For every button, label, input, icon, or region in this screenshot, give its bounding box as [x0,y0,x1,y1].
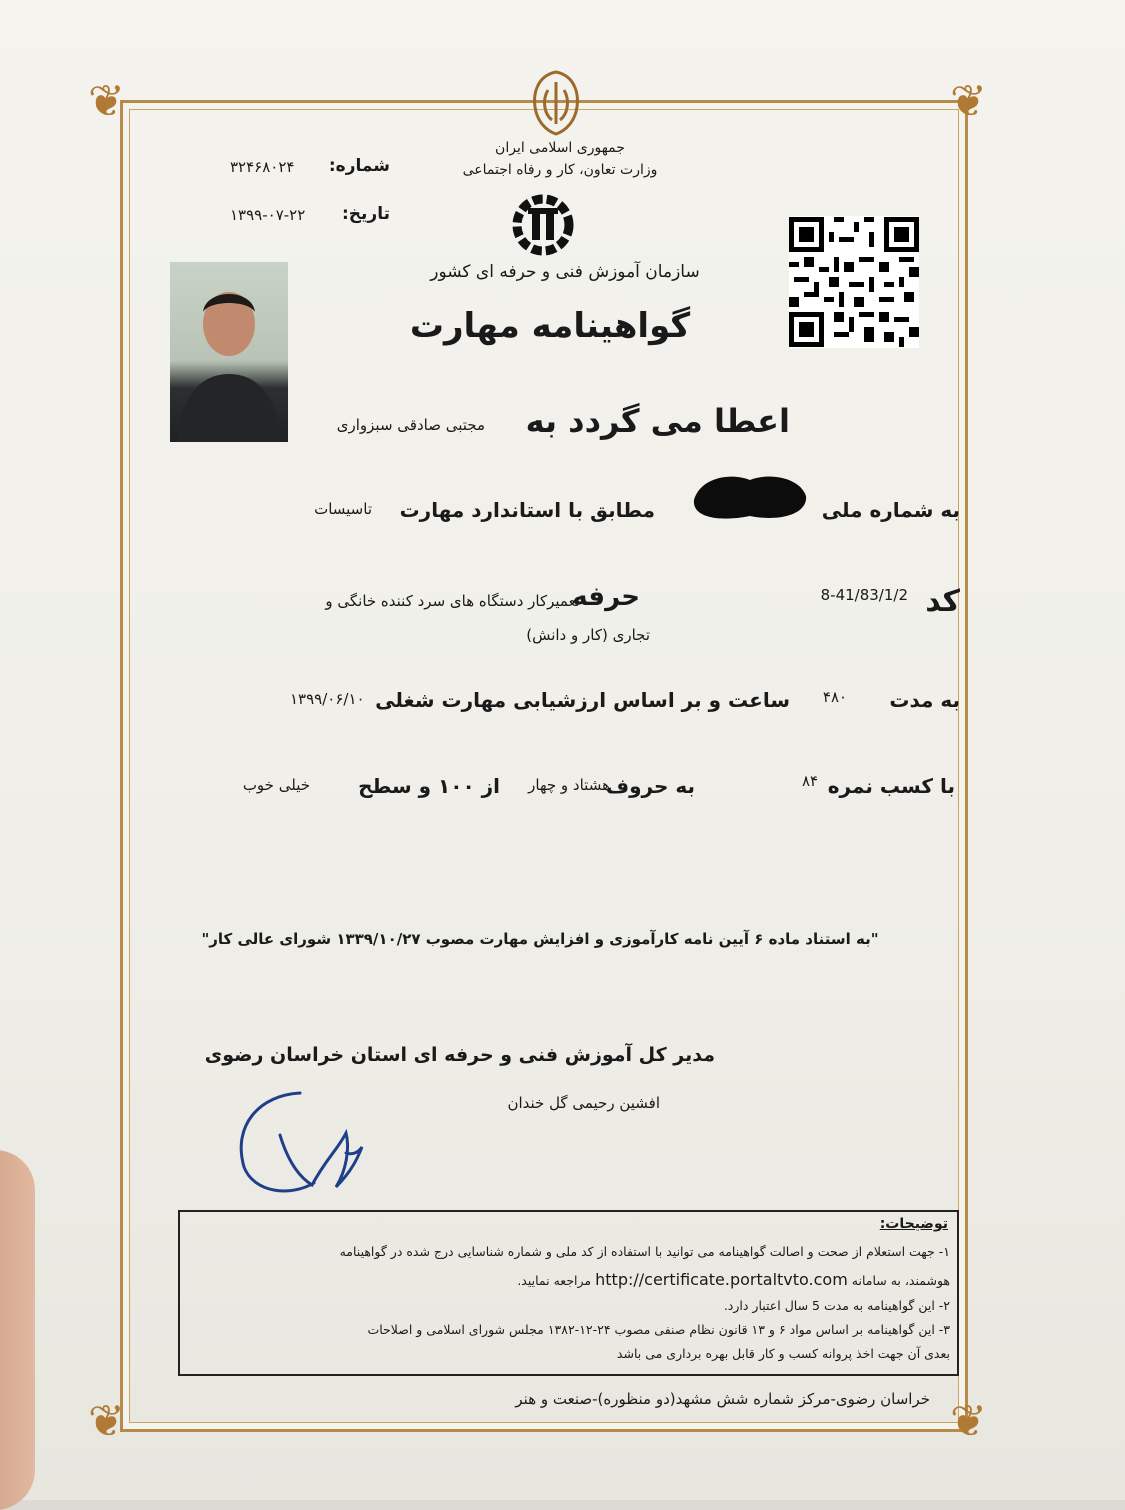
assessment-date: ۱۳۹۹/۰۶/۱۰ [290,690,365,708]
notes-heading: توضیحات: [879,1216,948,1232]
date-label: تاریخ: [342,204,390,224]
duration-value: ۴۸۰ [822,688,848,706]
signatory-name: افشین رحیمی گل خندان [507,1094,660,1112]
trade-value-line2: تجاری (کار و دانش) [526,626,650,644]
notes-line2 [184,1270,950,1289]
score-value: ۸۴ [801,772,819,790]
republic-text: جمهوری اسلامی ایران [495,140,625,156]
organization-text: سازمان آموزش فنی و حرفه ای کشور [430,262,700,282]
corner-ornament-bottom-right: ❦ [950,1396,987,1447]
level-value: خیلی خوب [242,776,310,794]
hours-label: ساعت و بر اساس ارزشیابی مهارت شغلی [375,688,790,712]
notes-line2-prefix: هوشمند، به سامانه [851,1273,950,1288]
corner-ornament-top-left: ❦ [88,76,125,127]
corner-ornament-bottom-left: ❦ [88,1396,125,1447]
signatory-title: مدیر کل آموزش فنی و حرفه ای استان خراسان رضوی [204,1044,715,1066]
notes-line2-suffix: مراجعه نمایید. [517,1273,592,1288]
signature [230,1075,400,1205]
ministry-text: وزارت تعاون، کار و رفاه اجتماعی [462,162,658,178]
certificate-title: گواهینامه مهارت [409,306,691,346]
holder-name: مجتبی صادقی سبزواری [336,416,485,434]
holding-thumb [0,1150,35,1510]
iran-emblem-icon [526,66,586,138]
certificate-portal-link[interactable]: http://certificate.portaltvto.com [595,1270,848,1289]
duration-label: به مدت [889,688,960,712]
holder-photo [170,262,288,442]
qr-code-icon [789,216,919,348]
redacted-national-id [690,470,810,522]
center-footer: خراسان رضوی-مرکز شماره شش مشهد(دو منظوره)-صنعت و هنر [515,1390,930,1408]
corner-ornament-top-right: ❦ [950,76,987,127]
trade-value-line1: تعمیرکار دستگاه های سرد کننده خانگی و [325,592,580,610]
in-words-label: به حروف [605,774,695,798]
date-value: ۱۳۹۹-۰۷-۲۲ [230,206,306,224]
out-of-label: از ۱۰۰ و سطح [358,774,500,798]
in-words-value: هشتاد و چهار [528,776,610,794]
notes-line3: ۲- این گواهینامه به مدت 5 سال اعتبار دارد. [723,1298,950,1313]
code-label: کد [925,584,960,619]
code-value: 8-41/83/1/2 [820,586,908,604]
standard-label: مطابق با استاندارد مهارت [399,498,655,522]
number-label: شماره: [328,156,390,176]
notes-line5: بعدی آن جهت اخذ پروانه کسب و کار قابل بهره برداری می باشد [616,1346,950,1361]
number-value: ۳۲۴۶۸۰۲۴ [230,158,295,176]
regulation-text: "به استناد ماده ۶ آیین نامه کارآموزی و افزایش مهارت مصوب ۱۳۳۹/۱۰/۲۷ شورای عالی کار" [201,930,879,948]
awarded-to-label: اعطا می گردد به [525,402,790,440]
standard-value: تاسیسات [314,500,372,518]
trade-label: حرفه [572,582,640,612]
notes-line1: ۱- جهت استعلام از صحت و اصالت گواهینامه می توانید با استفاده از کد ملی و شماره شناسایی درج شده در گواهینامه [339,1244,950,1259]
notes-line4: ۳- این گواهینامه بر اساس مواد ۶ و ۱۳ قانون نظام صنفی مصوب ۲۴-۱۲-۱۳۸۲ مجلس شورای اسلامی و اصلاحات [367,1322,950,1337]
score-label: با کسب نمره [827,774,955,798]
tvto-logo-icon [508,190,578,260]
national-id-label: به شماره ملی [821,498,960,522]
